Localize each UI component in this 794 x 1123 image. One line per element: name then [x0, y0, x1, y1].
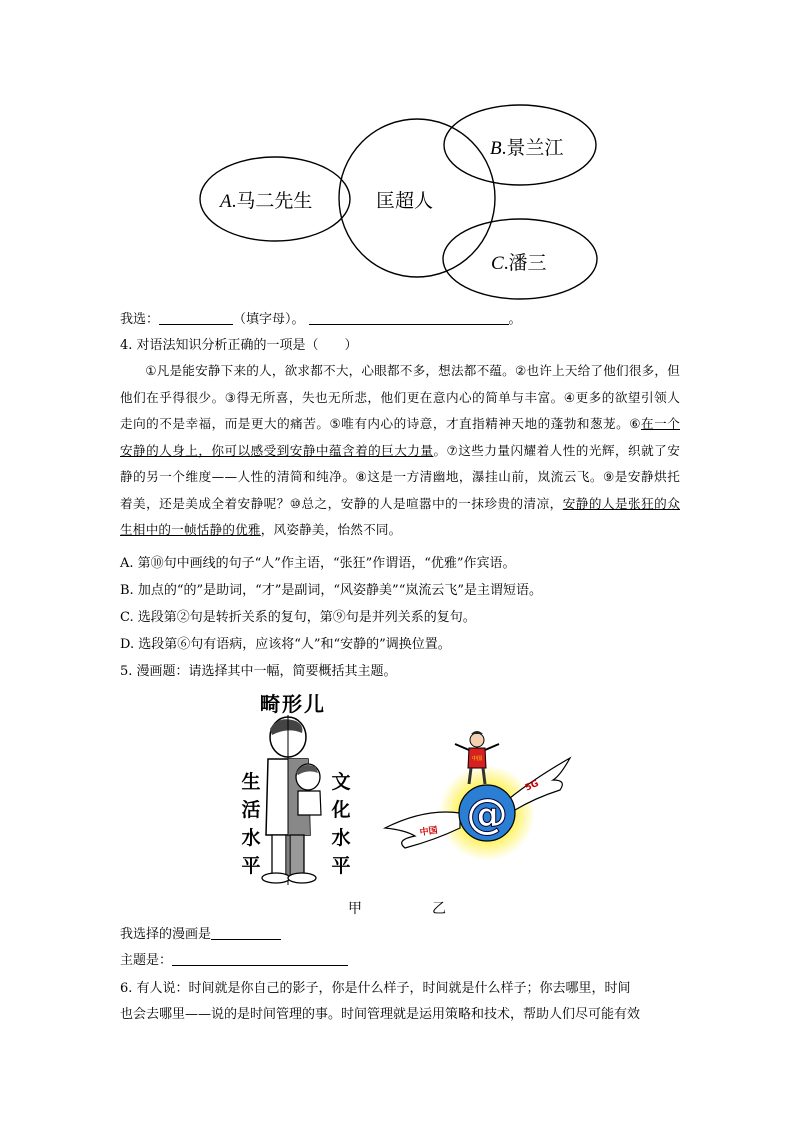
cartoon-a-right-label: 文 化 水 平	[331, 771, 351, 877]
cartoon-a-figure	[258, 715, 338, 890]
cartoon-a-caption: 甲	[348, 901, 362, 917]
q5-theme-prefix: 主题是：	[120, 953, 173, 968]
venn-label-c: C.潘三	[491, 253, 547, 274]
q5-theme-line	[120, 951, 348, 970]
answer-blank-letter[interactable]	[159, 310, 233, 325]
q4-option-a[interactable]: A. 第⑩句中画线的句子“人”作主语，“张狂”作谓语，“优雅”作宾语。	[120, 556, 516, 571]
q6-line-2: 也会去哪里——说的是时间管理的事。时间管理就是运用策略和技术，帮助人们尽可能有效	[120, 1007, 641, 1022]
underlined-sentence-6: 在一个安静的人身上，你可以感受到安静中蕴含着的巨大力量	[120, 416, 680, 458]
answer-blank-reason[interactable]	[309, 310, 509, 325]
q4-option-b[interactable]: B. 加点的“的”是助词，“才”是副词，“风姿静美”“岚流云飞”是主谓短语。	[120, 583, 542, 598]
choice-prefix: 我选：	[120, 312, 160, 327]
q5-choice-line	[120, 925, 281, 944]
left-wing-text: 中国	[419, 825, 439, 839]
q5-choice-blank[interactable]	[211, 925, 281, 940]
cartoon-a-title: 畸形儿	[260, 692, 326, 716]
cartoon-b-caption: 乙	[432, 901, 446, 917]
shirt-text: 中国	[471, 756, 483, 762]
choice-end: 。	[508, 312, 522, 327]
q4-passage: ①凡是能安静下来的人，欲求都不大，心眼都不多，想法都不蕴。②也许上天给了他们很多，但他们在乎得很少。③得无所喜，失也无所悲，他们更在意内心的简单与丰富。④更多的欲望引领人走向的不是幸福，而是更大的痛苦。⑤唯有内心的诗意，才直指精神天地的蓬勃和葱茏。⑥在一个安静的人身上，你可以感受到安静中蕴含着的巨大力量。⑦这些力量闪耀着人性的光辉，织就了安静的另一个维度——人性的清简和纯净。⑧这是一方清幽地，瀑挂山前，岚流云飞。⑨是安静烘托着美，还是美成全着安静呢？⑩总之，安静的人是喧嚣中的一抹珍贵的清凉，安静的人是张狂的众生相中的一帧恬静的优雅，风姿静美，怡然不同。	[120, 363, 680, 537]
right-wing-text: 5G	[523, 778, 541, 794]
cartoon-a-left-label: 生 活 水 平	[241, 771, 261, 877]
venn-label-a: A.马二先生	[220, 191, 313, 212]
at-symbol-text: @	[466, 789, 508, 838]
q5-theme-blank[interactable]	[172, 951, 348, 966]
q6-line-1: 6. 有人说：时间就是你自己的影子，你是什么样子，时间就是什么样子；你去哪里，时间	[120, 981, 631, 996]
venn-label-center: 匡超人	[376, 191, 434, 212]
venn-label-b: B.景兰江	[490, 138, 564, 159]
underlined-sentence-10: 安静的人是张狂的众生相中的一帧恬静的优雅	[120, 495, 680, 537]
choice-middle: （填字母）。	[233, 312, 305, 327]
q5-choice-prefix: 我选择的漫画是	[120, 927, 212, 942]
q4-option-d[interactable]: D. 选段第⑥句有语病，应该将“人”和“安静的”调换位置。	[120, 637, 451, 652]
q5-stem: 5. 漫画题：请选择其中一幅，简要概括其主题。	[120, 664, 397, 679]
choice-line	[120, 310, 522, 329]
cartoon-b-figure	[375, 718, 575, 868]
q4-stem: 4. 对语法知识分析正确的一项是（ ）	[120, 338, 358, 353]
q4-option-c[interactable]: C. 选段第②句是转折关系的复句，第⑨句是并列关系的复句。	[120, 610, 476, 625]
